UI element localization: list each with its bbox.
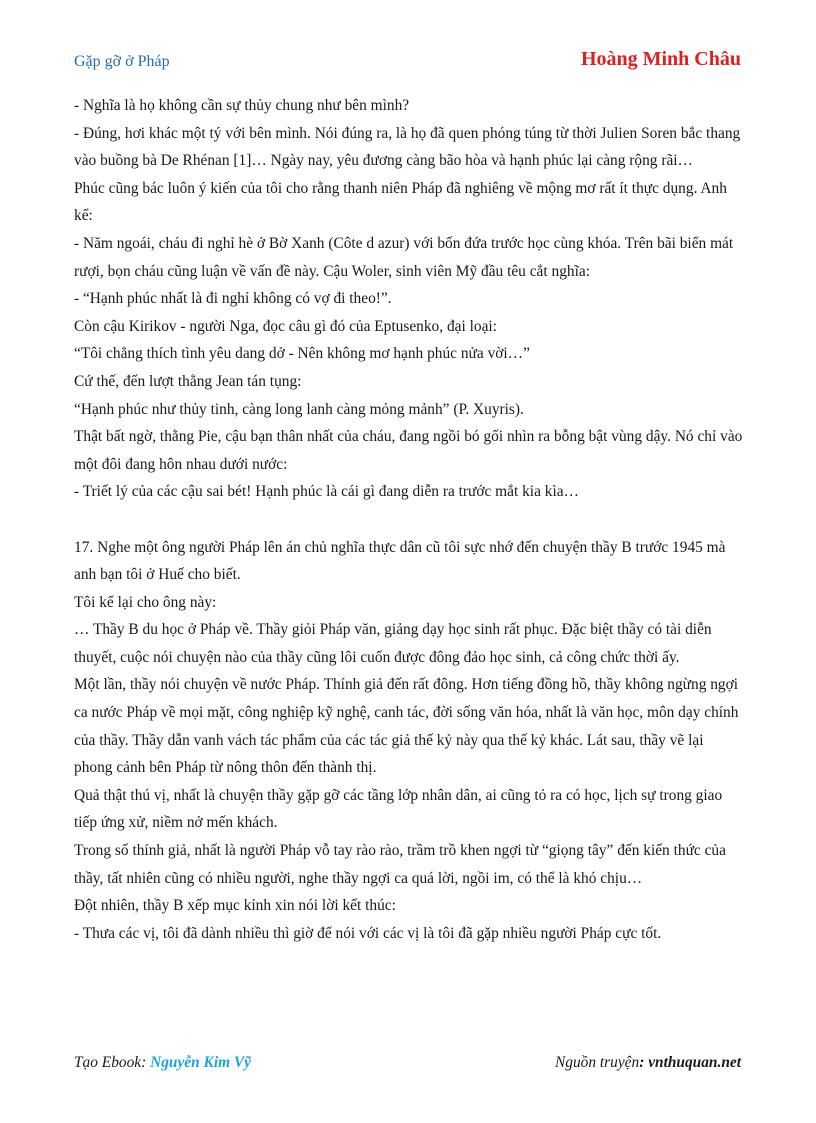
- paragraph: … Thầy B du học ở Pháp về. Thầy giỏi Pháp văn, giảng dạy học sinh rất phục. Đặc biệt thầy có tài diễn thuyết, cuộc nói chuyện nào của thầy cũng lôi cuốn được đông đảo học sinh, cả công chức thời ấy.: [74, 621, 712, 666]
- source-label: Nguồn truyện: [554, 1054, 640, 1071]
- paragraph: Tôi kể lại cho ông này:: [74, 593, 217, 611]
- paragraph: - Thưa các vị, tôi đã dành nhiều thì giờ để nói với các vị là tôi đã gặp nhiều người Pháp cực tốt.: [74, 924, 662, 942]
- source-credit: Nguồn truyện: vnthuquan.net: [554, 1054, 741, 1071]
- author-name: Hoàng Minh Châu: [580, 48, 741, 70]
- paragraph: - “Hạnh phúc nhất là đi nghỉ không có vợ đi theo!”.: [74, 290, 392, 308]
- paragraph: Thật bất ngờ, thằng Pie, cậu bạn thân nhất của cháu, đang ngồi bó gối nhìn ra bỗng bật vùng dậy. Nó chỉ vào một đôi đang hôn nhau dưới nước:: [74, 428, 743, 473]
- paragraph: Một lần, thầy nói chuyện về nước Pháp. Thính giả đến rất đông. Hơn tiếng đồng hồ, thầy không ngừng ngợi ca nước Pháp về mọi mặt, công nghiệp kỹ nghệ, canh tác, đời sống văn hóa, nhất là văn học, môn dạy chính của thầy. Thầy dẫn vanh vách tác phẩm của các tác giả thế kỷ này qua thế kỷ khác. Lát sau, thầy vẽ lại phong cảnh bên Pháp từ nông thôn đến thành thị.: [74, 676, 739, 777]
- paragraph: - Nghĩa là họ không cần sự thủy chung như bên mình?: [74, 97, 410, 114]
- page-header: [74, 48, 741, 78]
- paragraph: Còn cậu Kirikov - người Nga, đọc câu gì đó của Eptusenko, đại loại:: [74, 317, 497, 335]
- source-site: vnthuquan.net: [648, 1054, 741, 1071]
- paragraph: 17. Nghe một ông người Pháp lên án chủ nghĩa thực dân cũ tôi sực nhớ đến chuyện thầy B trước 1945 mà anh bạn tôi ở Huế cho biết.: [74, 538, 726, 584]
- paragraph: - Năm ngoái, cháu đi nghỉ hè ở Bờ Xanh (Côte d azur) với bốn đứa trước học cùng khóa. Trên bãi biển mát rượi, bọn cháu cũng luận về vấn đề này. Cậu Woler, sinh viên Mỹ đầu têu cắt nghĩa:: [74, 234, 734, 280]
- paragraph: Trong số thính giả, nhất là người Pháp vỗ tay rào rào, trầm trồ khen ngợi từ “giọng tây” đến kiến thức của thầy, tất nhiên cũng có nhiều người, nghe thầy ngợi ca quá lời, ngồi im, có thể là khó chịu…: [74, 842, 726, 887]
- paragraph: - Đúng, hơi khác một tý với bên mình. Nói đúng ra, là họ đã quen phóng túng từ thời Julien Soren bắc thang vào buồng bà De Rhénan [1]… Ngày nay, yêu đương càng bão hòa và hạnh phúc lại càng rộng rãi…: [74, 124, 741, 170]
- paragraph: Phúc cũng bác luôn ý kiến của tôi cho rằng thanh niên Pháp đã nghiêng về mộng mơ rất ít thực dụng. Anh kể:: [74, 179, 727, 225]
- page-footer: [74, 1054, 741, 1078]
- paragraph: “Tôi chẳng thích tình yêu dang dở - Nên không mơ hạnh phúc nửa vời…”: [74, 345, 530, 363]
- book-title: Gặp gỡ ở Pháp: [74, 53, 170, 70]
- paragraph: Đột nhiên, thầy B xếp mục kỉnh xin nói lời kết thúc:: [74, 897, 396, 915]
- ebook-credit: Tạo Ebook: Nguyễn Kim Vỹ: [74, 1054, 252, 1071]
- paragraph: “Hạnh phúc như thủy tinh, càng long lanh càng mỏng mảnh” (P. Xuyris).: [74, 400, 524, 418]
- paragraph: Cứ thế, đến lượt thằng Jean tán tụng:: [74, 372, 302, 390]
- paragraph: Quả thật thú vị, nhất là chuyện thầy gặp gỡ các tầng lớp nhân dân, ai cũng tỏ ra có học, lịch sự trong giao tiếp ứng xử, niềm nở mến khách.: [74, 786, 723, 832]
- ebook-creator: Nguyễn Kim Vỹ: [150, 1054, 252, 1071]
- ebook-label: Tạo Ebook: [74, 1054, 142, 1071]
- page-body: [74, 92, 744, 947]
- section-gap: [74, 506, 744, 534]
- paragraph: - Triết lý của các cậu sai bét! Hạnh phúc là cái gì đang diễn ra trước mắt kia kìa…: [74, 483, 579, 501]
